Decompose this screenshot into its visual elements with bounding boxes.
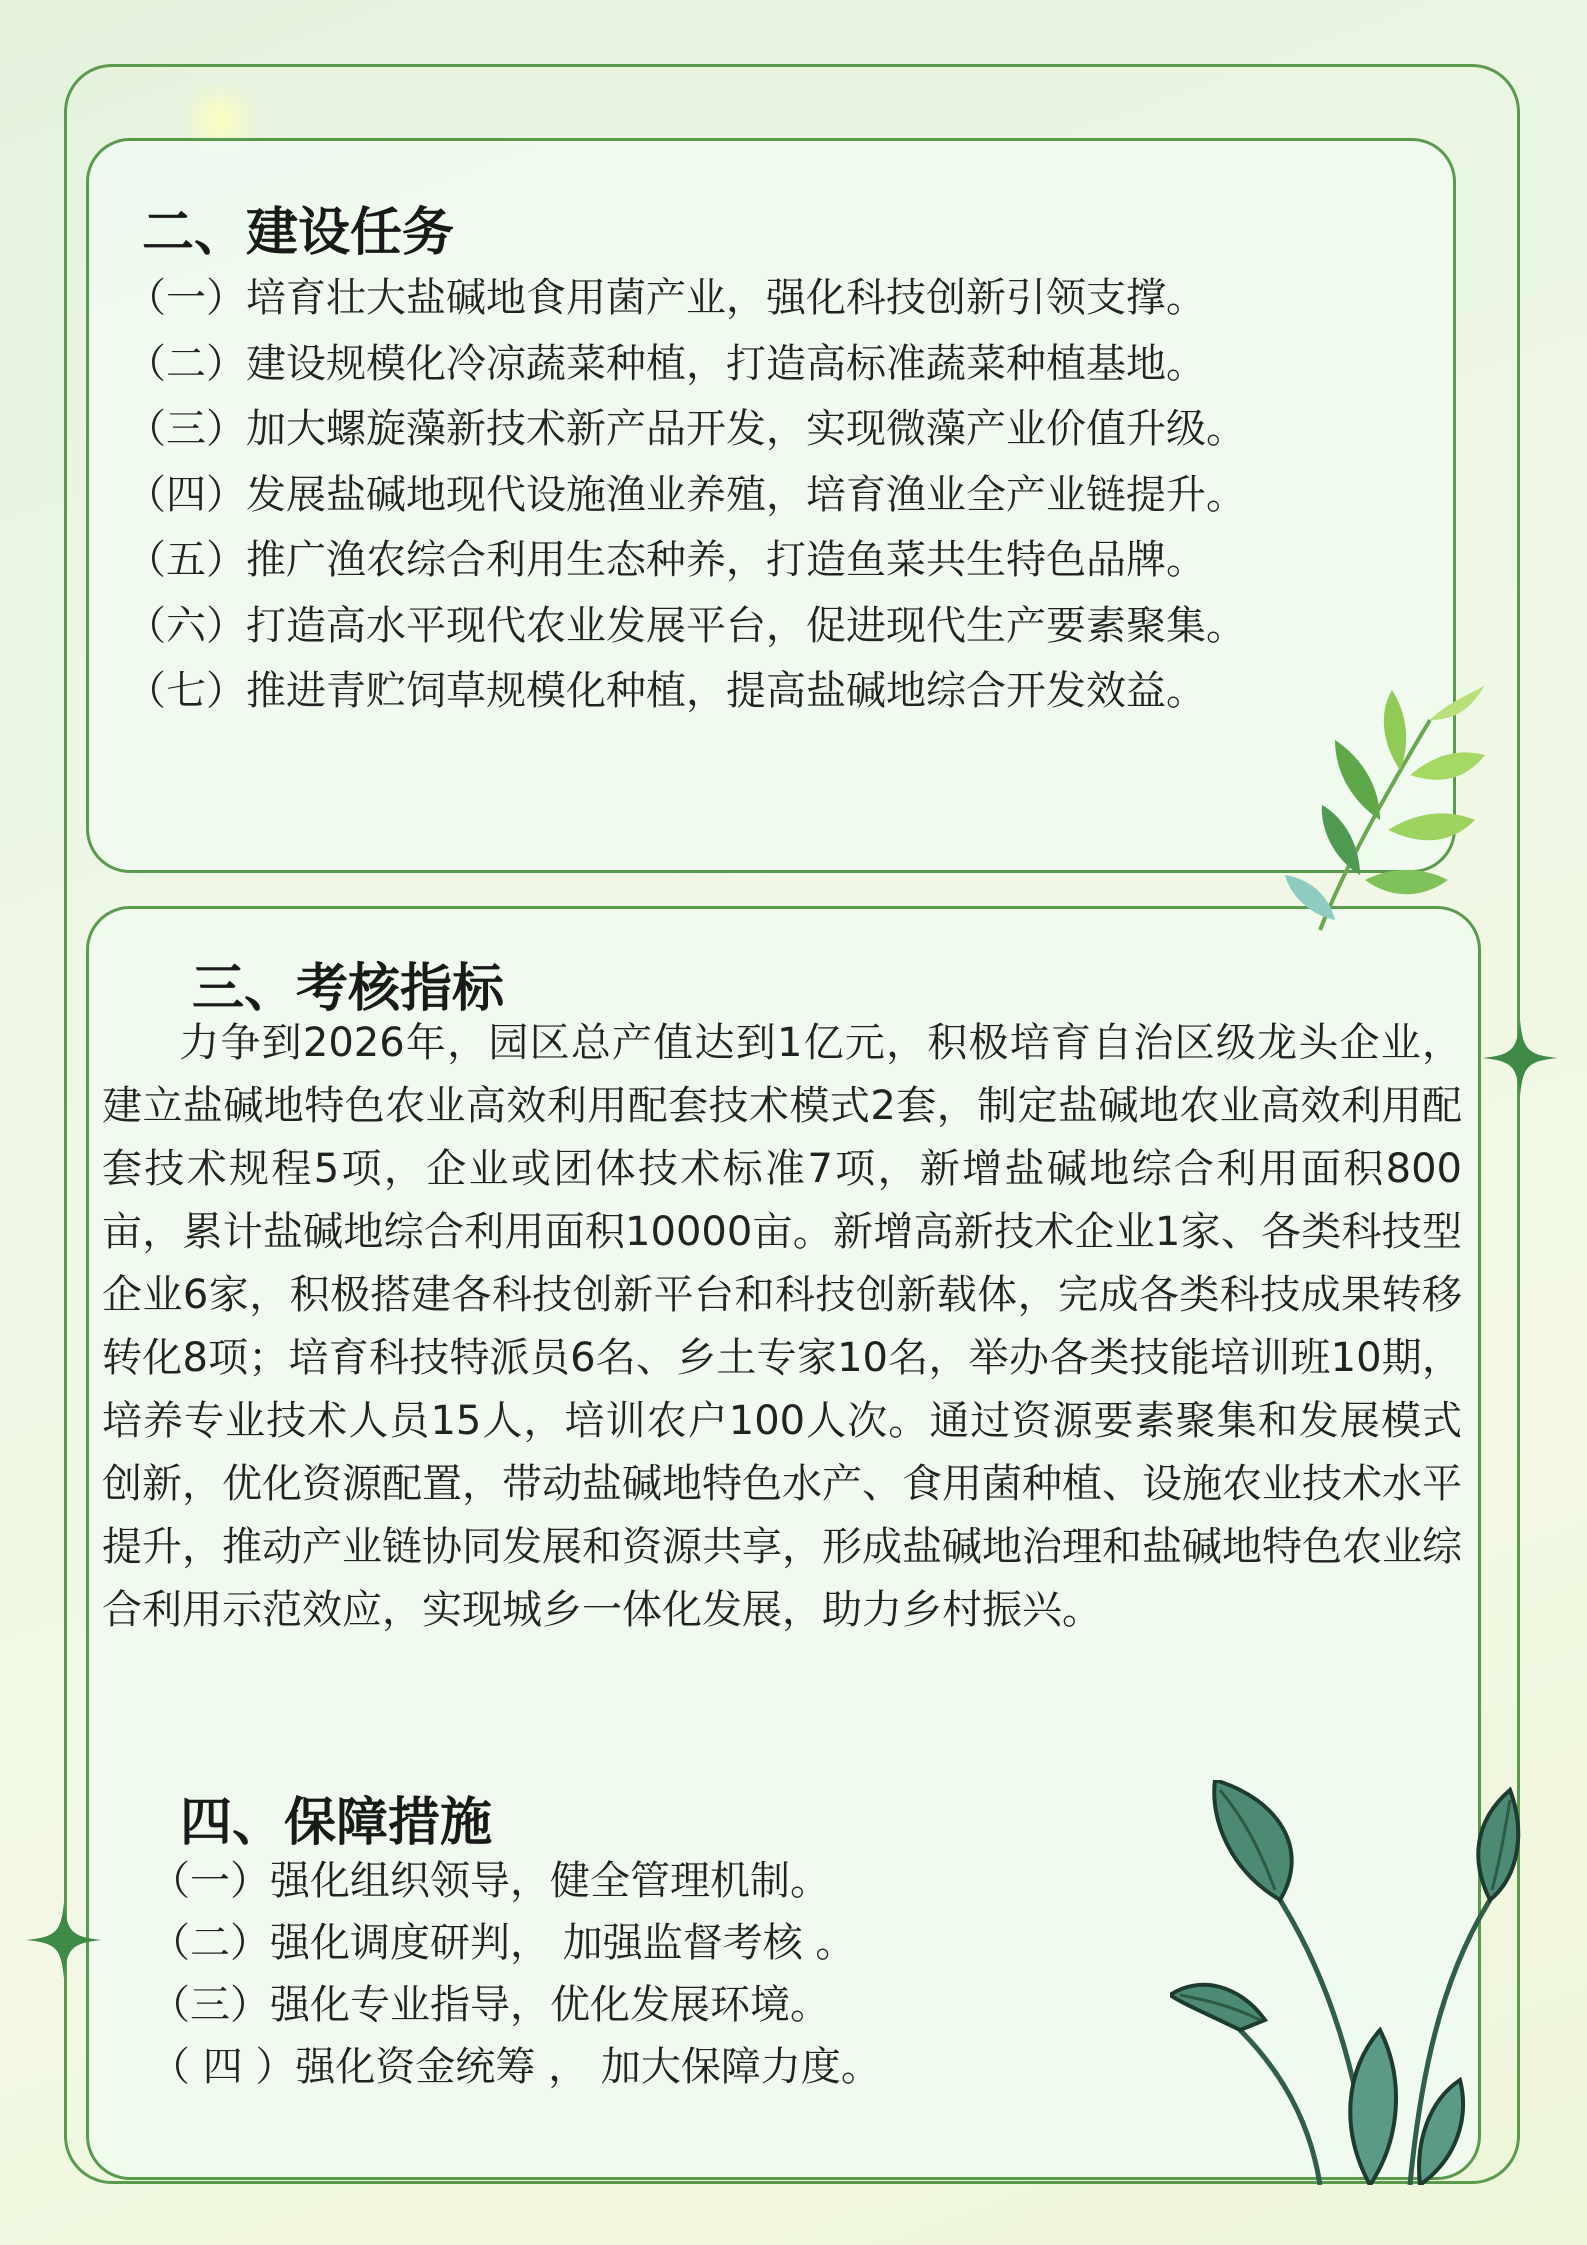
list-item: （二）建设规模化冷凉蔬菜种植，打造高标准蔬菜种植基地。 [126,340,1206,387]
assessment-title: 三、考核指标 [192,959,505,1019]
list-item: （三）强化专业指导，优化发展环境。 [150,1982,830,2028]
sparkle-icon [26,1902,102,1978]
list-item: （三）加大螺旋藻新技术新产品开发，实现微藻产业价值升级。 [126,406,1246,452]
safeguards-list [150,1850,881,2098]
list-item: （一）强化组织领导，健全管理机制。 [150,1858,830,1904]
assessment-paragraph [102,1012,1462,1642]
list-item: （一）培育壮大盐碱地食用菌产业，强化科技创新引领支撑。 [126,275,1206,321]
assessment-text: 力争到2026年，园区总产值达到1亿元，积极培育自治区级龙头企业，建立盐碱地特色农业高效利用配套技术模式2套，制定盐碱地农业高效利用配套技术规程5项，企业或团体技术标准7项，新增盐碱地综合利用面积800亩，累计盐碱地综合利用面积10000亩。新增高新技术企业1家、各类科技型企业6家，积极搭建各科技创新平台和科技创新载体，完成各类科技成果转移转化8项；培育科技特派员6名、乡土专家10名，举办各类技能培训班10期，培养专业技术人员15人，培训农户100人次。通过资源要素聚集和发展模式创新，优化资源配置，带动盐碱地特色水产、食用菌种植、设施农业技术水平提升，推动产业链协同发展和资源共享，形成盐碱地治理和盐碱地特色农业综合利用示范效应，实现城乡一体化发展，助力乡村振兴。 [102,1020,1462,1633]
list-item: （ 四 ）强化资金统筹 ， 加大保障力度。 [150,2044,881,2090]
leaf-branch-icon [1280,680,1490,940]
list-item: （六）打造高水平现代农业发展平台，促进现代生产要素聚集。 [126,602,1246,649]
list-item: （二）强化调度研判， 加强监督考核 。 [150,1920,856,1966]
construction-tasks-list [126,266,1246,725]
safeguards-title: 四、保障措施 [180,1793,493,1853]
list-item: （七）推进青贮饲草规模化种植，提高盐碱地综合开发效益。 [126,668,1206,714]
list-item: （四）发展盐碱地现代设施渔业养殖，培育渔业全产业链提升。 [126,471,1246,518]
construction-tasks-title: 二、建设任务 [142,203,455,263]
plant-leaves-icon [1170,1780,1530,2185]
list-item: （五）推广渔农综合利用生态种养，打造鱼菜共生特色品牌。 [126,537,1206,583]
sparkle-icon [1482,1020,1558,1096]
